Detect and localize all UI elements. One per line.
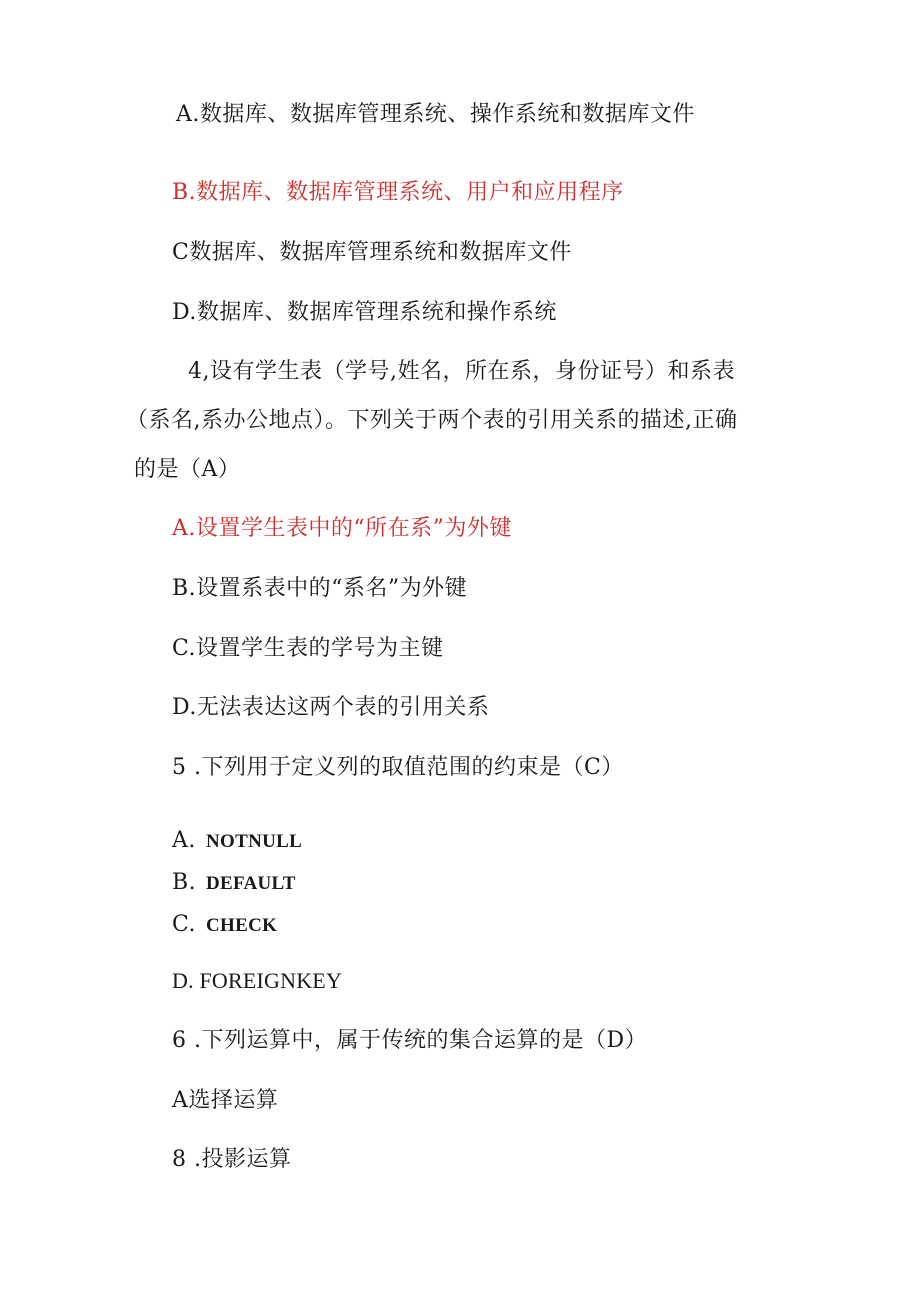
q5-option-b	[172, 868, 296, 899]
q4-stem-line-2: （系名,系办公地点）。下列关于两个表的引用关系的描述,正确	[126, 408, 738, 433]
q4-stem-line-1: 4,设有学生表（学号,姓名，所在系，身份证号）和系表	[188, 359, 735, 384]
q3-option-a: A.数据库、数据库管理系统、操作系统和数据库文件	[176, 102, 695, 127]
q5-option-a	[172, 826, 302, 857]
q6-option-a: A选择运算	[172, 1088, 279, 1113]
q4-stem-line-3: 的是（A）	[134, 457, 241, 482]
q4-option-b: B.设置系表中的“系名”为外键	[172, 576, 468, 601]
q3-option-d: D.数据库、数据库管理系统和操作系统	[172, 300, 557, 325]
q5-option-b-text: DEFAULT	[206, 873, 296, 894]
q5-option-d: D. FOREIGNKEY	[172, 968, 343, 993]
q4-option-c: C.设置学生表的学号为主键	[172, 636, 444, 661]
q5-stem: 5 .下列用于定义列的取值范围的约束是（C）	[172, 755, 624, 780]
q4-option-d: D.无法表达这两个表的引用关系	[172, 695, 490, 720]
q5-option-a-letter: A.	[172, 828, 196, 853]
q5-option-c-text: CHECK	[206, 915, 278, 936]
q5-option-c	[172, 910, 277, 941]
q5-option-b-letter: B.	[172, 870, 197, 895]
q3-option-c: C数据库、数据库管理系统和数据库文件	[172, 240, 572, 265]
q6-stem: 6 .下列运算中，属于传统的集合运算的是（D）	[172, 1028, 648, 1053]
q4-option-a-correct: A.设置学生表中的“所在系”为外键	[172, 516, 512, 541]
q3-option-b-correct: B.数据库、数据库管理系统、用户和应用程序	[172, 180, 624, 205]
q8-stem: 8 .投影运算	[172, 1147, 292, 1172]
q5-option-c-letter: C.	[172, 912, 197, 937]
q5-option-a-text: NOTNULL	[206, 831, 303, 852]
